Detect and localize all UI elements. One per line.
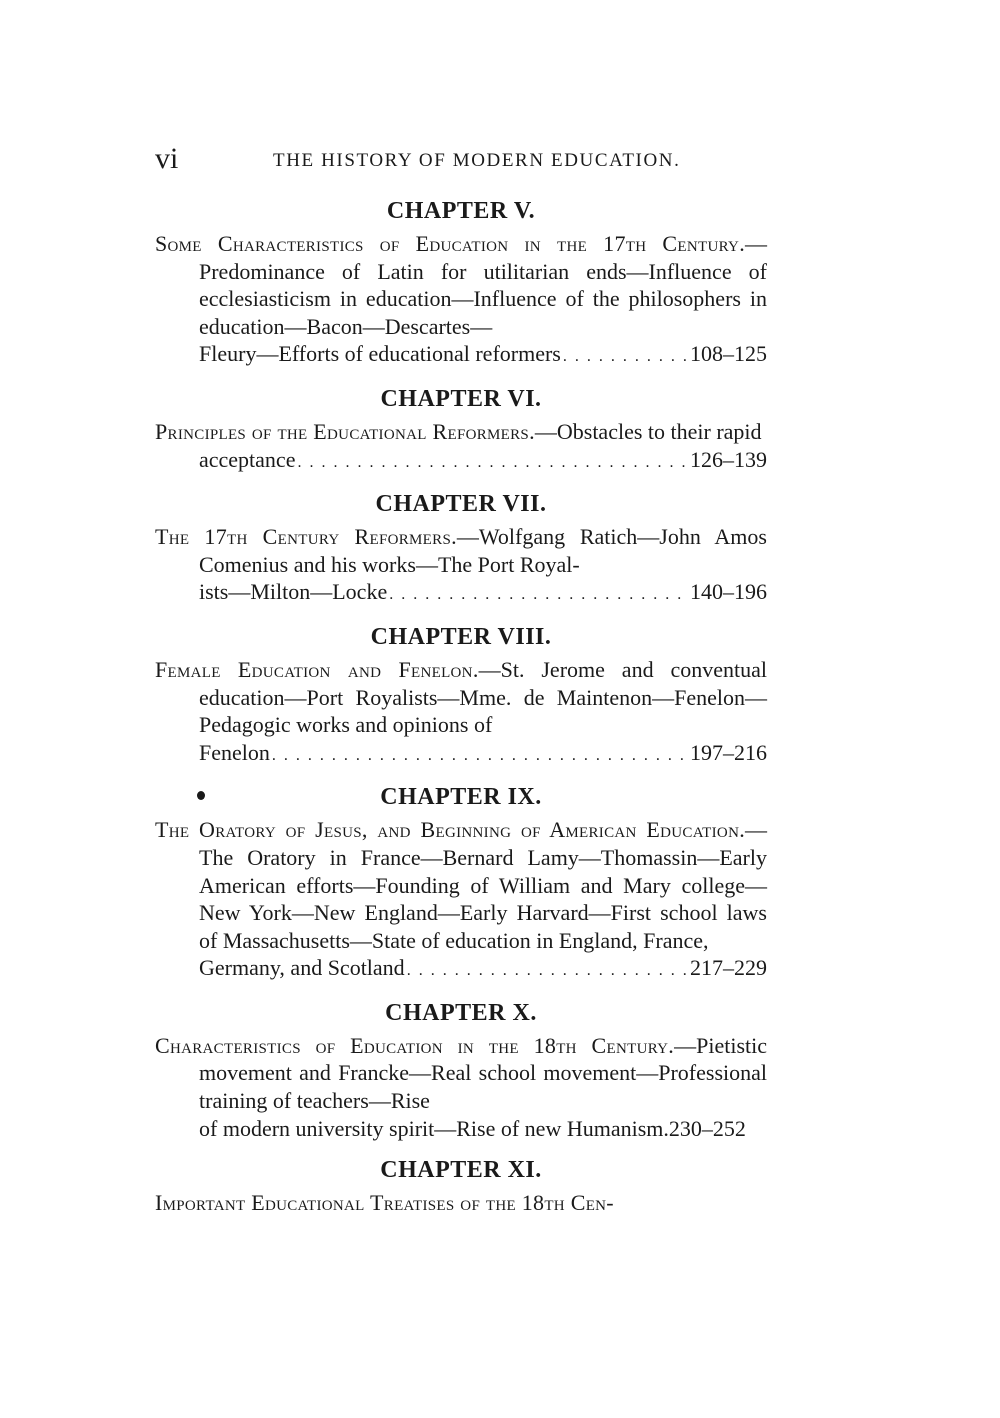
summary-last-text: of modern university spirit—Rise of new Humanism.: [199, 1115, 669, 1141]
page-number: vi: [155, 142, 179, 175]
page-range: 140–196: [690, 579, 767, 605]
dot-leader: [272, 742, 688, 770]
chapter-description: —St. Jerome and conventual education—Port Royalists—Mme. de Maintenon—Fenelon—Pedagogic works and opinions of: [199, 656, 767, 738]
chapter-heading: CHAPTER VII.: [375, 491, 547, 518]
chapter-summary: [155, 656, 767, 769]
chapter-title: Female Education and Fenelon.: [155, 656, 479, 682]
summary-last-line: [199, 739, 767, 770]
chapter-heading: CHAPTER X.: [385, 999, 537, 1026]
summary-last-line: [199, 446, 767, 477]
summary-last-text: ists—Milton—Locke: [199, 579, 388, 605]
running-head: [155, 142, 765, 178]
summary-last-text: Fleury—Efforts of educational reformers: [199, 341, 561, 367]
summary-last-text: Germany, and Scotland: [199, 955, 405, 981]
chapter-title: Some Characteristics of Education in the 17th Century.: [155, 231, 745, 256]
ink-mark: [197, 791, 205, 800]
dot-leader: [389, 581, 688, 609]
page-range: 197–216: [690, 739, 767, 765]
summary-last-line: [199, 1115, 767, 1143]
chapter-summary: [155, 816, 767, 985]
chapter-ix: [155, 782, 767, 985]
chapter-heading: CHAPTER VIII.: [370, 623, 552, 650]
summary-last-line: [199, 578, 767, 609]
chapter-vi: [155, 384, 767, 476]
page-range: 108–125: [690, 341, 767, 367]
chapter-summary: [155, 230, 767, 371]
chapter-description: —Obstacles to their rapid: [534, 418, 762, 444]
chapter-description: —Wolfgang Ratich—John Amos Comenius and his works—The Port Royal-: [199, 524, 767, 577]
chapter-summary: [155, 523, 767, 609]
chapter-v: [155, 196, 767, 371]
chapter-x: [155, 998, 767, 1142]
chapter-description: —Predominance of Latin for utilitarian ends—Influence of ecclesiasticism in education—Influence of the philosophers in education—Bacon—Descartes—: [199, 231, 767, 339]
chapter-description: —Pietistic movement and Francke—Real school movement—Professional training of teachers—Rise: [199, 1032, 767, 1114]
summary-last-line: [199, 954, 767, 985]
chapter-description: —The Oratory in France—Bernard Lamy—Thomassin—Early American efforts—Founding of William and Mary college—New York—New England—Early Harvard—First school laws of Massachusetts—State of education in England, France,: [199, 817, 767, 953]
chapter-title: Important Educational Treatises of the 18th Cen-: [155, 1190, 614, 1216]
summary-last-text: Fenelon: [199, 739, 270, 765]
summary-last-text: acceptance: [199, 446, 296, 472]
chapter-summary: [155, 1032, 767, 1142]
page-range: 126–139: [690, 446, 767, 472]
chapter-title: The 17th Century Reformers.: [155, 524, 457, 550]
chapter-heading: CHAPTER XI.: [380, 1157, 542, 1184]
dot-leader: [407, 957, 688, 985]
running-title: THE HISTORY OF MODERN EDUCATION.: [273, 150, 681, 171]
table-of-contents: [155, 196, 767, 1230]
summary-last-line: [199, 340, 767, 371]
chapter-heading: CHAPTER VI.: [380, 385, 542, 412]
page-range: 217–229: [690, 955, 767, 981]
chapter-title: The Oratory of Jesus, and Beginning of American Education.: [155, 817, 745, 843]
chapter-summary: [155, 418, 767, 476]
chapter-title: Principles of the Educational Reformers.: [155, 418, 535, 444]
chapter-viii: [155, 622, 767, 769]
chapter-heading: CHAPTER V.: [386, 198, 536, 224]
chapter-title: Characteristics of Education in the 18th Century.: [155, 1032, 675, 1058]
chapter-vii: [155, 489, 767, 609]
chapter-summary: [155, 1189, 767, 1217]
chapter-heading-text: CHAPTER IX.: [380, 784, 542, 811]
chapter-xi: [155, 1155, 767, 1217]
chapter-heading: [155, 782, 767, 812]
page-range: 230–252: [668, 1115, 746, 1141]
dot-leader: [563, 343, 688, 371]
dot-leader: [297, 449, 688, 477]
